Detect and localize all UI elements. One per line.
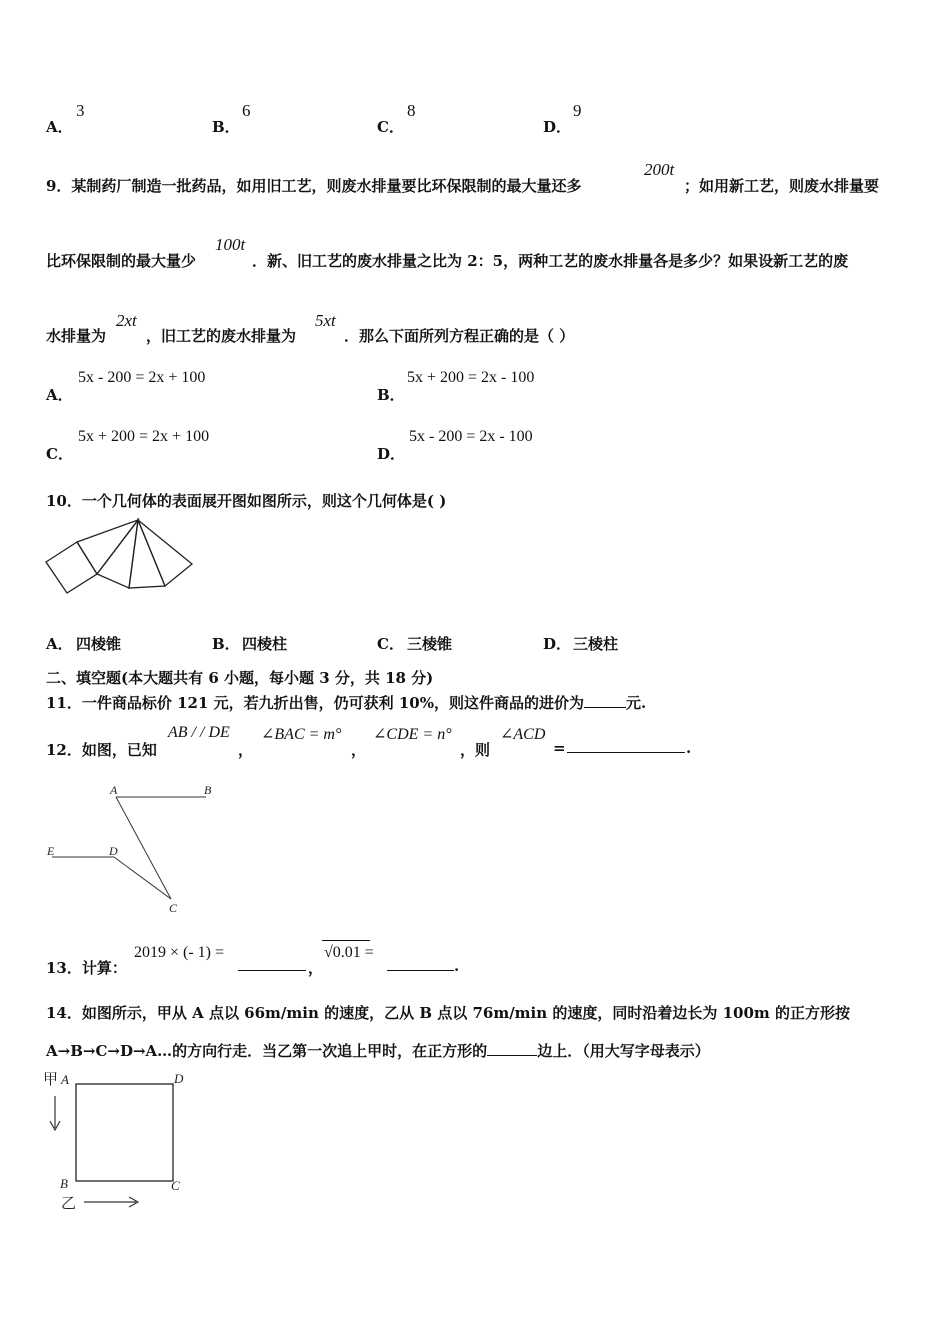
q12-equals: = bbox=[553, 739, 566, 757]
net-square-left bbox=[46, 542, 97, 593]
q13-sqrt-bar bbox=[322, 940, 370, 942]
q14-square-figure bbox=[40, 1066, 200, 1216]
q10-option-c-value: 三棱锥 bbox=[407, 635, 453, 653]
q14-line2-a: A→B→C→D→A…的方向行走．当乙第一次追上甲时，在正方形的 bbox=[46, 1042, 488, 1060]
q10-option-d-label: D． bbox=[543, 635, 572, 653]
net-triangle-top bbox=[77, 520, 138, 574]
q13-period: . bbox=[454, 957, 460, 975]
q8-option-d-label: D． bbox=[543, 118, 572, 136]
q9-option-c-value: 5x + 200 = 2x + 100 bbox=[78, 428, 210, 445]
q12-answer-blank[interactable] bbox=[567, 738, 685, 753]
point-c-label: C bbox=[169, 901, 178, 915]
q8-option-c-value: 8 bbox=[407, 101, 416, 120]
q9-expr-100t: 100t bbox=[215, 235, 246, 254]
q8-option-d-value: 9 bbox=[573, 101, 582, 120]
q9-line3-a: 水排量为 bbox=[46, 327, 107, 345]
q9-line3-c: ．那么下面所列方程正确的是（ ） bbox=[344, 327, 575, 345]
q9-expr-2xt: 2xt bbox=[116, 311, 137, 330]
line-dc bbox=[114, 857, 171, 899]
q13-comma: ， bbox=[308, 959, 324, 977]
net-triangle-left bbox=[97, 520, 138, 588]
point-b-label: B bbox=[204, 783, 212, 797]
section-2-title: 二、填空题(本大题共有 6 小题，每小题 3 分，共 18 分) bbox=[46, 669, 434, 687]
q8-option-c-label: C． bbox=[377, 118, 404, 136]
q13-answer-blank-1[interactable] bbox=[238, 956, 306, 971]
q12-text-b: ，则 bbox=[460, 741, 491, 759]
q12-text-a: 12．如图，已知 bbox=[46, 741, 157, 759]
net-triangle-right bbox=[138, 520, 192, 586]
q14-line1: 14．如图所示，甲从 A 点以 66m/min 的速度，乙从 B 点以 76m/min 的速度，同时沿着边长为 100m 的正方形按 bbox=[46, 1004, 850, 1022]
q12-expr-ab-parallel-de: AB / / DE bbox=[168, 724, 230, 741]
q8-option-b-value: 6 bbox=[242, 101, 251, 120]
point-a-label: A bbox=[110, 783, 118, 797]
q8-option-a-value: 3 bbox=[76, 101, 85, 120]
q9-expr-200t: 200t bbox=[644, 160, 675, 179]
net-triangle-mid bbox=[129, 520, 165, 588]
q11-text-a: 11．一件商品标价 121 元，若九折出售，仍可获利 10%，则这件商品的进价为 bbox=[46, 694, 584, 712]
point-b-label: B bbox=[60, 1176, 68, 1191]
q10-option-d-value: 三棱柱 bbox=[573, 635, 619, 653]
q12-comma-2: ， bbox=[351, 741, 367, 759]
point-d-label: D bbox=[109, 844, 118, 858]
q13-expr-1: 2019 × (- 1) = bbox=[134, 944, 225, 961]
q9-line1-a: 9．某制药厂制造一批药品，如用旧工艺，则废水排量要比环保限制的最大量还多 bbox=[46, 177, 582, 195]
q13-answer-blank-2[interactable] bbox=[387, 956, 454, 971]
q9-option-b-label: B． bbox=[377, 386, 405, 404]
yi-label: 乙 bbox=[61, 1194, 77, 1212]
q14-answer-blank[interactable] bbox=[487, 1041, 537, 1056]
q12-expr-cde: ∠CDE = n° bbox=[373, 726, 452, 743]
q9-option-a-label: A． bbox=[46, 386, 73, 404]
q9-line2-a: 比环保限制的最大量少 bbox=[46, 252, 197, 270]
q9-option-d-label: D． bbox=[377, 445, 406, 463]
point-a-label: A bbox=[61, 1072, 69, 1087]
q10-option-b-label: B． bbox=[212, 635, 240, 653]
q9-option-d-value: 5x - 200 = 2x - 100 bbox=[409, 428, 533, 445]
q11-text-b: 元. bbox=[625, 694, 647, 712]
q8-option-b-label: B． bbox=[212, 118, 240, 136]
q12-figure bbox=[42, 776, 222, 916]
q9-line1-b: ；如用新工艺，则废水排量要 bbox=[684, 177, 880, 195]
q10-option-a-label: A． bbox=[46, 635, 73, 653]
q9-option-c-label: C． bbox=[46, 445, 73, 463]
q14-line2 bbox=[46, 1040, 710, 1061]
q12-expr-bac: ∠BAC = m° bbox=[261, 726, 342, 743]
line-ac bbox=[116, 797, 171, 899]
q11-answer-blank[interactable] bbox=[584, 693, 626, 708]
q13-text-a: 13．计算： bbox=[46, 959, 127, 977]
q10-net-figure bbox=[40, 512, 205, 597]
q9-line3-b: ，旧工艺的废水排量为 bbox=[146, 327, 297, 345]
point-d-label: D bbox=[174, 1071, 184, 1086]
q9-option-a-value: 5x - 200 = 2x + 100 bbox=[78, 369, 206, 386]
q12-period: . bbox=[686, 739, 692, 757]
q10-option-c-label: C． bbox=[377, 635, 404, 653]
jia-label: 甲 bbox=[43, 1070, 59, 1088]
q14-line2-b: 边上．（用大写字母表示） bbox=[537, 1042, 710, 1060]
q12-expr-acd: ∠ACD bbox=[500, 726, 546, 743]
q9-line2-b: ．新、旧工艺的废水排量之比为 2：5，两种工艺的废水排量各是多少？如果设新工艺的废 bbox=[252, 252, 849, 270]
question-11 bbox=[46, 692, 646, 713]
q9-expr-5xt: 5xt bbox=[315, 311, 336, 330]
q10-option-b-value: 四棱柱 bbox=[242, 635, 288, 653]
point-c-label: C bbox=[171, 1178, 180, 1193]
q12-comma-1: ， bbox=[238, 741, 254, 759]
square-abcd bbox=[76, 1084, 173, 1181]
q9-option-b-value: 5x + 200 = 2x - 100 bbox=[407, 369, 535, 386]
q8-option-a-label: A． bbox=[46, 118, 73, 136]
q10-stem: 10．一个几何体的表面展开图如图所示，则这个几何体是( ) bbox=[46, 492, 447, 510]
point-e-label: E bbox=[47, 844, 55, 858]
q10-option-a-value: 四棱锥 bbox=[76, 635, 122, 653]
q13-expr-2: √0.01 = bbox=[324, 944, 374, 961]
